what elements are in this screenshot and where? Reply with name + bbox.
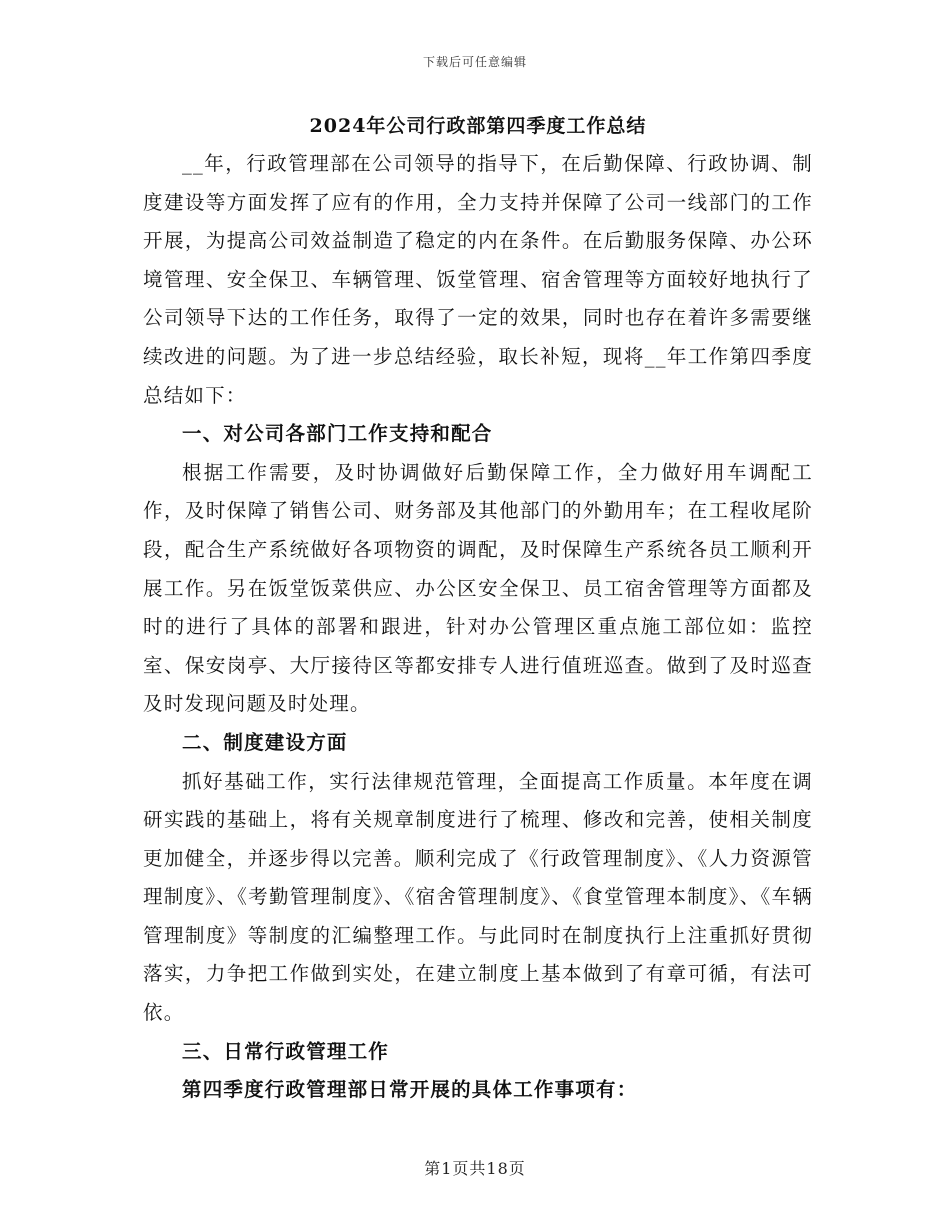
page-number-footer: 第1页共18页 xyxy=(424,1159,526,1178)
page-header-note: 下载后可任意编辑 xyxy=(422,55,527,69)
document-title: 2024年公司行政部第四季度工作总结 xyxy=(309,115,647,137)
document-body xyxy=(143,112,813,1110)
section-3-subheading: 第四季度行政管理部日常开展的具体工作事项有： xyxy=(182,1078,638,1102)
intro-paragraph: __年，行政管理部在公司领导的指导下，在后勤保障、行政协调、制度建设等方面发挥了应有的作用，全力支持并保障了公司一线部门的工作开展，为提高公司效益制造了稳定的内在条件。在后勤服务保障、办公环境管理、安全保卫、车辆管理、饭堂管理、宿舍管理等方面较好地执行了公司领导下达的工作任务，取得了一定的效果，同时也存在着许多需要继续改进的问题。为了进一步总结经验，取长补短，现将__年工作第四季度总结如下： xyxy=(143,152,813,407)
section-1-heading: 一、对公司各部门工作支持和配合 xyxy=(182,422,493,446)
section-3-heading: 三、日常行政管理工作 xyxy=(182,1039,390,1063)
section-2-paragraph: 抓好基础工作，实行法律规范管理，全面提高工作质量。本年度在调研实践的基础上，将有关规章制度进行了梳理、修改和完善，使相关制度更加健全，并逐步得以完善。顺利完成了《行政管理制度》、《人力资源管理制度》、《考勤管理制度》、《宿舍管理制度》、《食堂管理本制度》、《车辆管理制度》等制度的汇编整理工作。与此同时在制度执行上注重抓好贯彻落实，力争把工作做到实处，在建立制度上基本做到了有章可循，有法可依。 xyxy=(143,769,813,1025)
section-1-paragraph: 根据工作需要，及时协调做好后勤保障工作，全力做好用车调配工作，及时保障了销售公司、财务部及其他部门的外勤用车；在工程收尾阶段，配合生产系统做好各项物资的调配，及时保障生产系统各员工顺利开展工作。另在饭堂饭菜供应、办公区安全保卫、员工宿舍管理等方面都及时的进行了具体的部署和跟进，针对办公管理区重点施工部位如：监控室、保安岗亭、大厅接待区等都安排专人进行值班巡查。做到了及时巡查及时发现问题及时处理。 xyxy=(143,460,813,716)
section-2-heading: 二、制度建设方面 xyxy=(182,730,348,754)
